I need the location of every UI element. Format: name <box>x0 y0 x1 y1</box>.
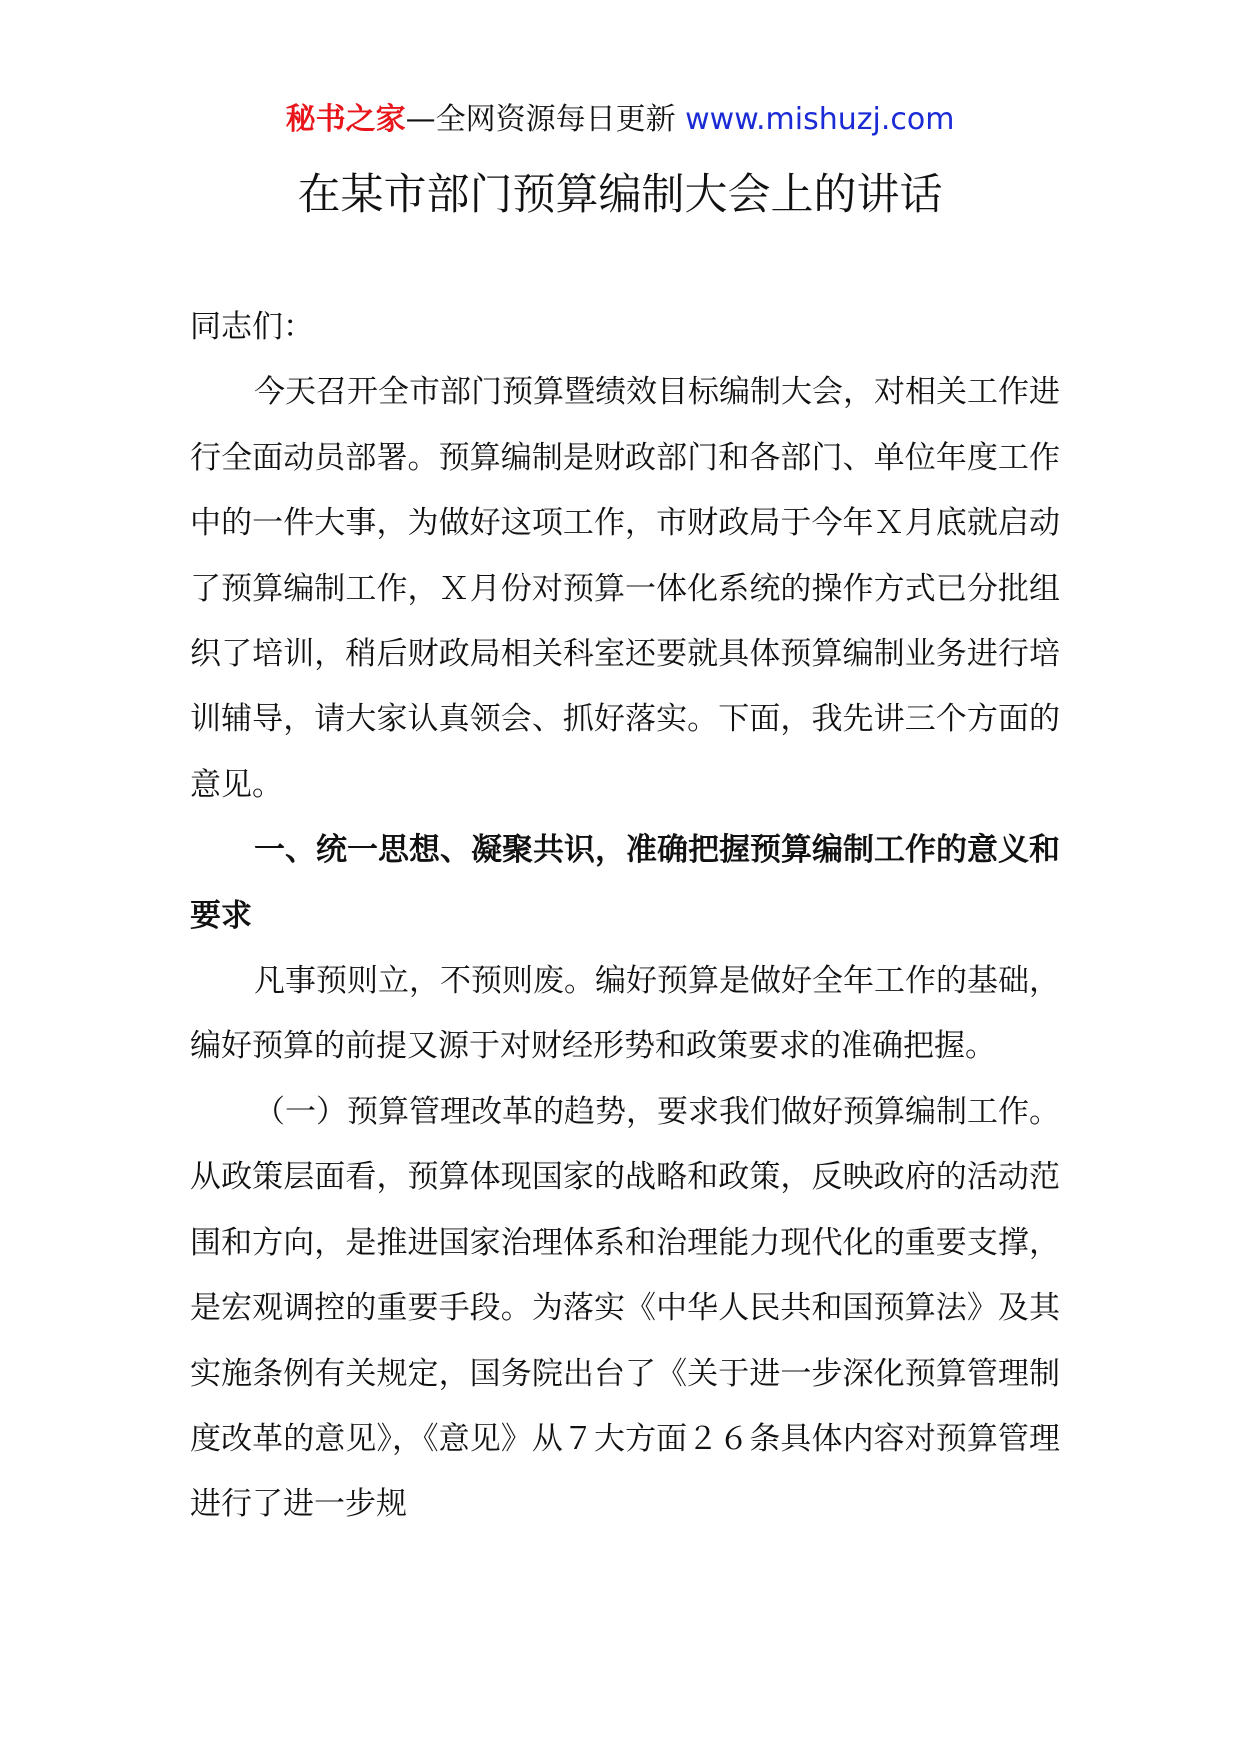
header-tagline: —全网资源每日更新 <box>405 102 676 137</box>
paragraph-subsection-1: （一）预算管理改革的趋势，要求我们做好预算编制工作。从政策层面看，预算体现国家的战略和政策，反映政府的活动范围和方向，是推进国家治理体系和治理能力现代化的重要支撑，是宏观调控的重要手段。为落实《中华人民共和国预算法》及其实施条例有关规定，国务院出台了《关于进一步深化预算管理制度改革的意见》，《意见》从７大方面２６条具体内容对预算管理进行了进一步规 <box>190 1093 1060 1523</box>
paragraph-section-1: 凡事预则立，不预则废。编好预算是做好全年工作的基础，编好预算的前提又源于对财经形势和政策要求的准确把握。 <box>190 963 1060 1065</box>
document-body <box>190 295 1060 1538</box>
site-url[interactable]: www.mishuzj.com <box>685 102 955 137</box>
section-heading-1: 一、统一思想、凝聚共识，准确把握预算编制工作的意义和要求 <box>190 832 1060 934</box>
salutation: 同志们： <box>190 309 314 345</box>
document-title: 在某市部门预算编制大会上的讲话 <box>297 170 943 220</box>
paragraph-intro: 今天召开全市部门预算暨绩效目标编制大会，对相关工作进行全面动员部署。预算编制是财政部门和各部门、单位年度工作中的一件大事，为做好这项工作，市财政局于今年Ｘ月底就启动了预算编制工作，Ｘ月份对预算一体化系统的操作方式已分批组织了培训，稍后财政局相关科室还要就具体预算编制业务进行培训辅导，请大家认真领会、抓好落实。下面，我先讲三个方面的意见。 <box>190 374 1060 803</box>
brand-name: 秘书之家 <box>285 102 406 137</box>
site-header <box>0 100 1240 140</box>
